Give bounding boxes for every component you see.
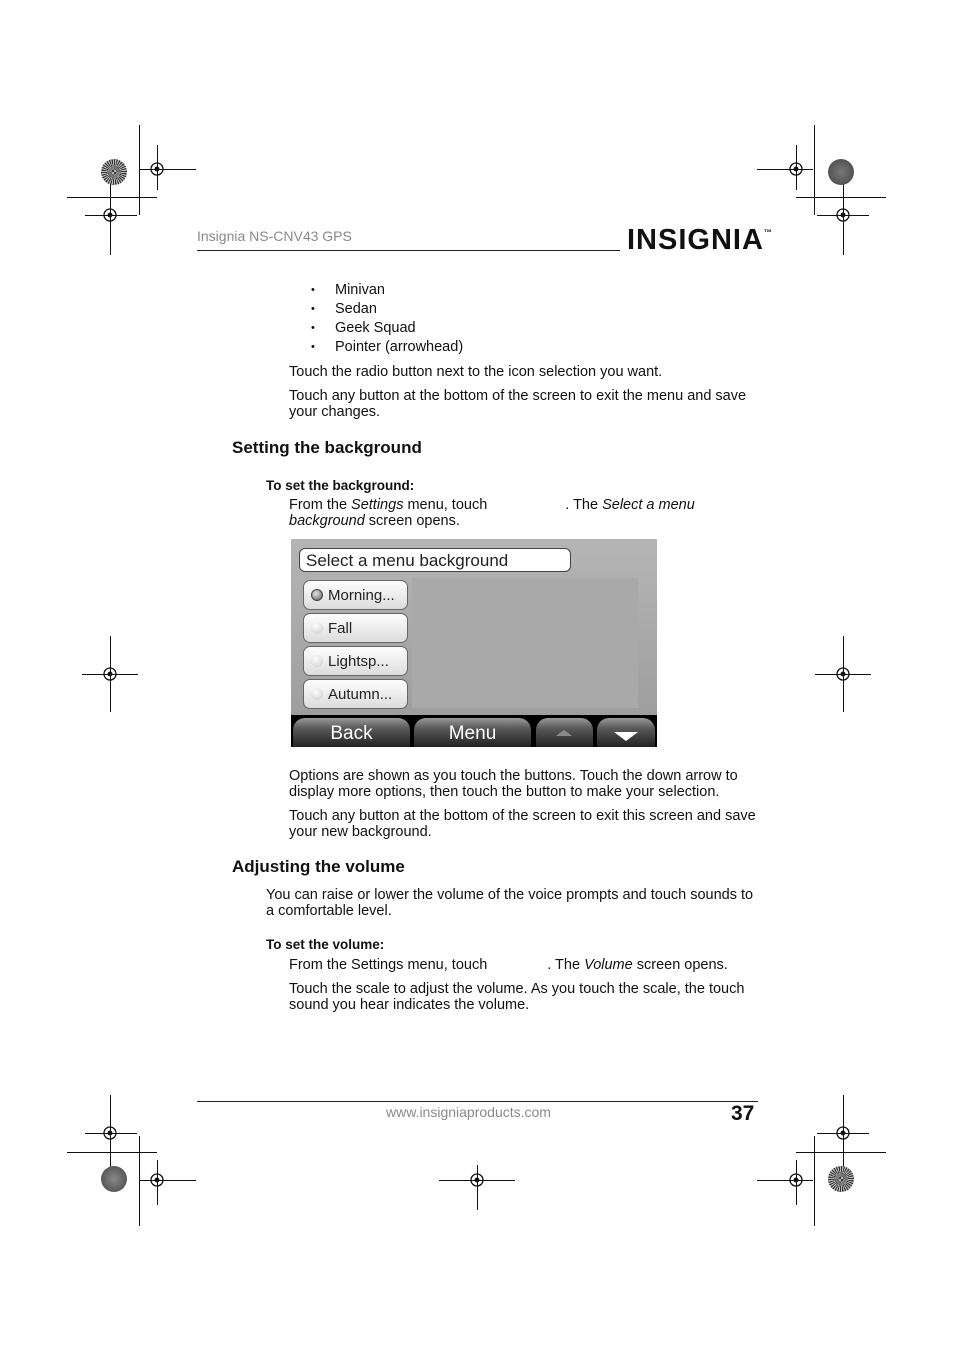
scroll-up-button[interactable]	[536, 718, 593, 747]
radio-selected-icon	[311, 589, 323, 601]
logo-trademark: ™	[763, 228, 773, 237]
page-number: 37	[731, 1102, 755, 1125]
arrow-up-icon	[556, 730, 572, 736]
paragraph: Touch any button at the bottom of the screen to exit the menu and save your changes.	[289, 388, 747, 420]
radio-unselected-icon	[311, 622, 323, 634]
menu-button[interactable]: Menu	[414, 718, 531, 747]
device-screen-select-background	[291, 539, 657, 747]
procedure-heading-background: To set the background:	[266, 478, 415, 493]
paragraph: Touch any button at the bottom of the screen to exit this screen and save your new background.	[289, 808, 756, 840]
section-heading-background: Setting the background	[232, 438, 422, 457]
list-item: • Sedan	[311, 300, 463, 319]
registration-target-icon	[834, 206, 852, 224]
registration-target-icon	[101, 665, 119, 683]
background-preview-area	[412, 578, 638, 708]
footer-url: www.insigniaproducts.com	[386, 1104, 551, 1120]
procedure-heading-volume: To set the volume:	[266, 937, 385, 952]
paragraph: Touch the scale to adjust the volume. As you touch the scale, the touch sound you hear indicates the volume.	[289, 981, 745, 1013]
registration-target-icon	[787, 1171, 805, 1189]
registration-target-icon	[834, 1124, 852, 1142]
registration-target-icon	[101, 1124, 119, 1142]
background-option-lightspeed[interactable]: Lightsp...	[303, 646, 408, 676]
background-option-autumn[interactable]: Autumn...	[303, 679, 408, 709]
device-title-field: Select a menu background	[299, 548, 571, 572]
registration-target-icon	[468, 1171, 486, 1189]
header-product-name: Insignia NS-CNV43 GPS	[197, 228, 352, 244]
back-button[interactable]: Back	[293, 718, 410, 747]
list-item: • Geek Squad	[311, 319, 463, 338]
registration-target-icon	[834, 665, 852, 683]
background-option-fall[interactable]: Fall	[303, 613, 408, 643]
step-background: From the Settings menu, touch . The Select a menu background screen opens.	[289, 497, 695, 529]
registration-target-icon	[148, 160, 166, 178]
paragraph: Touch the radio button next to the icon selection you want.	[289, 364, 663, 380]
sunburst-mark-icon	[101, 159, 127, 185]
logo-text: INSIGNIA	[627, 224, 764, 256]
step-volume: From the Settings menu, touch . The Volume screen opens.	[289, 957, 728, 973]
registration-target-icon	[101, 206, 119, 224]
arrow-down-icon	[614, 732, 638, 741]
list-item: • Minivan	[311, 281, 463, 300]
sunburst-mark-icon	[101, 1166, 127, 1192]
registration-target-icon	[148, 1171, 166, 1189]
registration-target-icon	[787, 160, 805, 178]
paragraph: Options are shown as you touch the buttons. Touch the down arrow to display more options, then touch the button to make your selection.	[289, 768, 738, 800]
vehicle-icon-list	[311, 281, 463, 357]
footer-rule	[197, 1101, 758, 1102]
insignia-logo	[627, 224, 773, 257]
paragraph: You can raise or lower the volume of the voice prompts and touch sounds to a comfortable level.	[266, 887, 754, 919]
sunburst-mark-icon	[828, 159, 854, 185]
radio-unselected-icon	[311, 688, 323, 700]
sunburst-mark-icon	[828, 1166, 854, 1192]
list-item: • Pointer (arrowhead)	[311, 338, 463, 357]
header-rule	[197, 250, 620, 251]
radio-unselected-icon	[311, 655, 323, 667]
scroll-down-button[interactable]	[597, 718, 655, 747]
section-heading-volume: Adjusting the volume	[232, 857, 405, 876]
background-option-morning[interactable]: Morning...	[303, 580, 408, 610]
